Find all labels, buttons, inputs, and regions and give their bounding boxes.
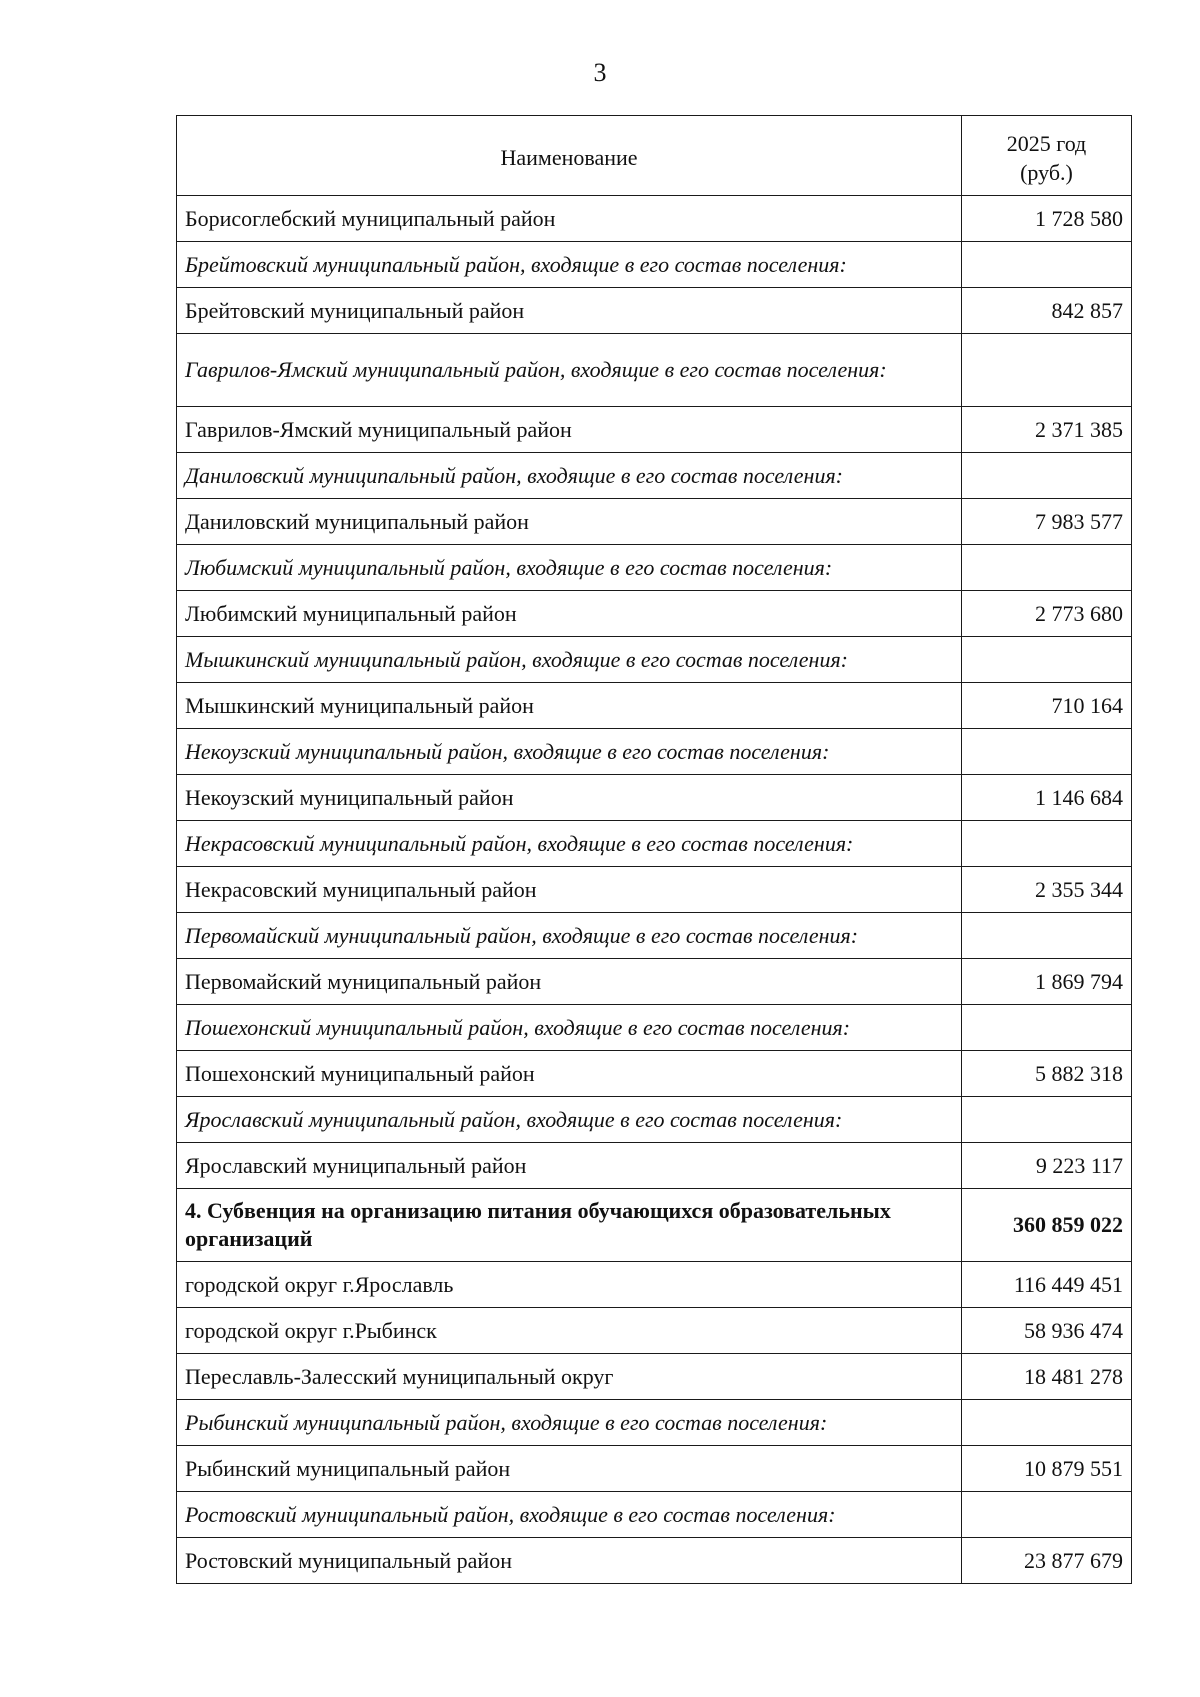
row-value-cell — [962, 1400, 1132, 1446]
row-value-cell: 23 877 679 — [962, 1538, 1132, 1584]
table-row — [177, 407, 1132, 453]
page-number: 3 — [593, 58, 607, 87]
table-body — [177, 196, 1132, 1584]
row-name-cell: Брейтовский муниципальный район — [177, 288, 962, 334]
table-row — [177, 288, 1132, 334]
table-row — [177, 1051, 1132, 1097]
row-value-cell — [962, 1005, 1132, 1051]
row-value-cell: 5 882 318 — [962, 1051, 1132, 1097]
row-name-cell: Некрасовский муниципальный район, входящие в его состав поселения: — [177, 821, 962, 867]
row-name-cell: Переславль-Залесский муниципальный округ — [177, 1354, 962, 1400]
table-row — [177, 1354, 1132, 1400]
row-name-cell: Любимский муниципальный район — [177, 591, 962, 637]
row-name-cell: Гаврилов-Ямский муниципальный район — [177, 407, 962, 453]
table-row — [177, 1189, 1132, 1262]
row-name-cell: Даниловский муниципальный район — [177, 499, 962, 545]
row-value-cell: 10 879 551 — [962, 1446, 1132, 1492]
table-row — [177, 959, 1132, 1005]
table-row — [177, 545, 1132, 591]
table-row — [177, 821, 1132, 867]
row-name-cell: Любимский муниципальный район, входящие в его состав поселения: — [177, 545, 962, 591]
row-value-cell — [962, 1097, 1132, 1143]
row-value-cell: 360 859 022 — [962, 1189, 1132, 1262]
row-name-cell: Даниловский муниципальный район, входящие в его состав поселения: — [177, 453, 962, 499]
table-row — [177, 499, 1132, 545]
subvention-table — [176, 115, 1132, 1584]
row-name-cell: Ростовский муниципальный район, входящие в его состав поселения: — [177, 1492, 962, 1538]
row-value-cell — [962, 729, 1132, 775]
row-name-cell: 4. Субвенция на организацию питания обучающихся образовательных организаций — [177, 1189, 962, 1262]
row-name-cell: Пошехонский муниципальный район — [177, 1051, 962, 1097]
table-row — [177, 729, 1132, 775]
table-row — [177, 867, 1132, 913]
row-value-cell: 9 223 117 — [962, 1143, 1132, 1189]
header-name: Наименование — [177, 116, 962, 196]
table-row — [177, 1446, 1132, 1492]
row-name-cell: Гаврилов-Ямский муниципальный район, входящие в его состав поселения: — [177, 334, 962, 407]
table-row — [177, 1262, 1132, 1308]
table-row — [177, 453, 1132, 499]
row-value-cell: 58 936 474 — [962, 1308, 1132, 1354]
table-row — [177, 1143, 1132, 1189]
row-name-cell: Некоузский муниципальный район — [177, 775, 962, 821]
table-row — [177, 683, 1132, 729]
table-row — [177, 1097, 1132, 1143]
table-row — [177, 1538, 1132, 1584]
table-row — [177, 196, 1132, 242]
table-row — [177, 775, 1132, 821]
table-row — [177, 242, 1132, 288]
row-value-cell — [962, 334, 1132, 407]
header-value-unit: (руб.) — [1020, 159, 1073, 185]
row-name-cell: Некоузский муниципальный район, входящие в его состав поселения: — [177, 729, 962, 775]
row-name-cell: Брейтовский муниципальный район, входящие в его состав поселения: — [177, 242, 962, 288]
row-name-cell: Некрасовский муниципальный район — [177, 867, 962, 913]
row-value-cell: 2 773 680 — [962, 591, 1132, 637]
row-value-cell — [962, 913, 1132, 959]
row-name-cell: Ярославский муниципальный район, входящие в его состав поселения: — [177, 1097, 962, 1143]
table-row — [177, 1492, 1132, 1538]
row-value-cell: 1 146 684 — [962, 775, 1132, 821]
row-value-cell: 116 449 451 — [962, 1262, 1132, 1308]
table-row — [177, 591, 1132, 637]
row-value-cell: 1 728 580 — [962, 196, 1132, 242]
table-row — [177, 637, 1132, 683]
table-row — [177, 913, 1132, 959]
row-name-cell: Первомайский муниципальный район, входящие в его состав поселения: — [177, 913, 962, 959]
row-name-cell: Ярославский муниципальный район — [177, 1143, 962, 1189]
row-value-cell: 2 371 385 — [962, 407, 1132, 453]
row-value-cell: 710 164 — [962, 683, 1132, 729]
row-value-cell — [962, 242, 1132, 288]
row-value-cell — [962, 821, 1132, 867]
header-value — [962, 116, 1132, 196]
row-value-cell — [962, 1492, 1132, 1538]
table-row — [177, 1308, 1132, 1354]
row-name-cell: Ростовский муниципальный район — [177, 1538, 962, 1584]
row-value-cell: 18 481 278 — [962, 1354, 1132, 1400]
row-value-cell: 7 983 577 — [962, 499, 1132, 545]
row-name-cell: Мышкинский муниципальный район, входящие в его состав поселения: — [177, 637, 962, 683]
row-name-cell: городской округ г.Рыбинск — [177, 1308, 962, 1354]
row-value-cell — [962, 545, 1132, 591]
row-value-cell — [962, 453, 1132, 499]
table-row — [177, 334, 1132, 407]
row-value-cell — [962, 637, 1132, 683]
row-name-cell: Рыбинский муниципальный район — [177, 1446, 962, 1492]
row-name-cell: Пошехонский муниципальный район, входящие в его состав поселения: — [177, 1005, 962, 1051]
row-name-cell: Мышкинский муниципальный район — [177, 683, 962, 729]
row-name-cell: Первомайский муниципальный район — [177, 959, 962, 1005]
table-row — [177, 1400, 1132, 1446]
row-name-cell: городской округ г.Ярославль — [177, 1262, 962, 1308]
table-row — [177, 1005, 1132, 1051]
row-value-cell: 842 857 — [962, 288, 1132, 334]
row-value-cell: 1 869 794 — [962, 959, 1132, 1005]
row-name-cell: Рыбинский муниципальный район, входящие в его состав поселения: — [177, 1400, 962, 1446]
row-value-cell: 2 355 344 — [962, 867, 1132, 913]
row-name-cell: Борисоглебский муниципальный район — [177, 196, 962, 242]
table-header-row — [177, 116, 1132, 196]
header-value-year: 2025 год — [1006, 130, 1087, 156]
